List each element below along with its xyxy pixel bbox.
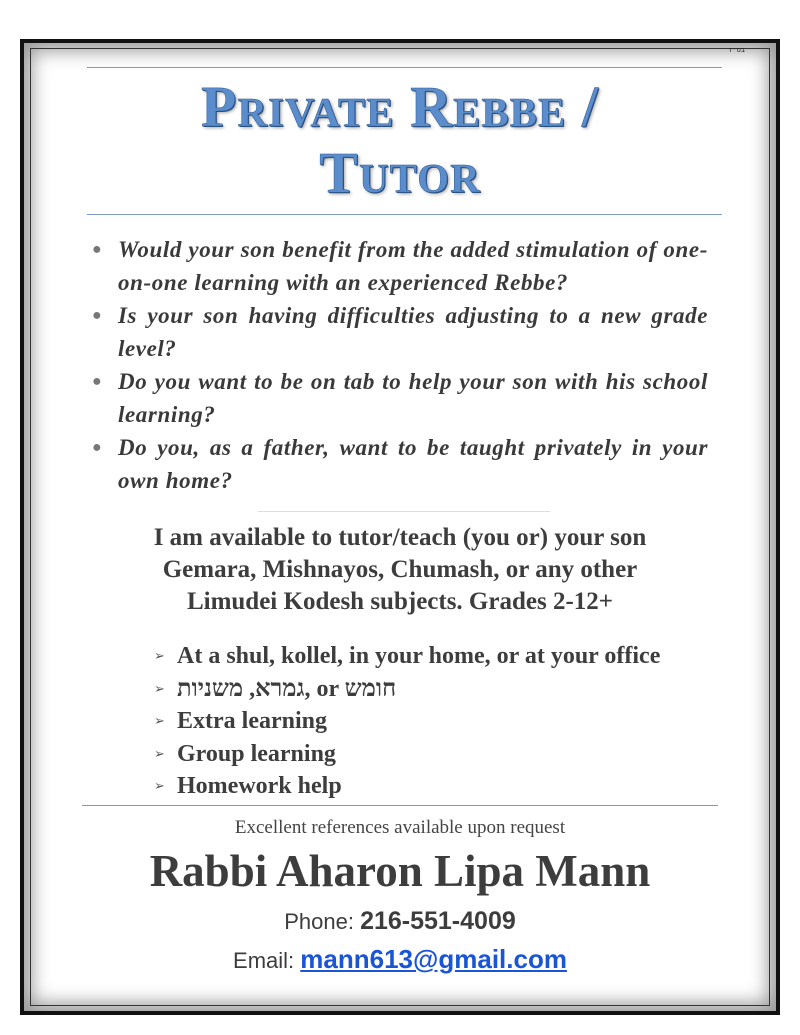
arrow-bullet-icon: ➢ — [154, 746, 165, 762]
option-item — [152, 640, 660, 673]
title-bottom-rule — [87, 214, 722, 215]
question-text: Do you want to be on tab to help your son with his school learning? — [118, 369, 708, 427]
title-line-2: Tutor — [319, 140, 481, 205]
email-label: Email: — [233, 948, 301, 973]
option-text: Extra learning — [177, 708, 327, 734]
bullet-icon: ● — [92, 373, 103, 390]
question-item — [88, 300, 708, 365]
question-text: Would your son benefit from the added stimulation of one-on-one learning with an experienced Rebbe? — [118, 237, 708, 295]
phone-line — [0, 907, 800, 936]
option-item — [152, 770, 660, 803]
availability-line-3: Limudei Kodesh subjects. Grades 2-12+ — [186, 588, 614, 615]
arrow-bullet-icon: ➢ — [154, 714, 165, 729]
question-item — [88, 366, 708, 431]
option-item — [152, 705, 660, 738]
availability-line-1: I am available to tutor/teach (you or) your son — [153, 524, 647, 551]
option-text: Group learning — [177, 740, 336, 767]
option-text: גמרא, משניות, or חומש — [177, 675, 397, 702]
option-text: Homework help — [177, 773, 342, 799]
title-line-1: Private Rebbe / — [201, 74, 599, 139]
phone-label: Phone: — [284, 909, 361, 934]
bullet-icon: ● — [92, 307, 103, 324]
option-list — [152, 640, 660, 803]
question-item — [88, 432, 708, 497]
availability-line-2: Gemara, Mishnayos, Chumash, or any other — [162, 556, 638, 583]
option-text: At a shul, kollel, in your home, or at your office — [177, 643, 661, 669]
bullet-icon: ● — [92, 439, 103, 456]
arrow-bullet-icon: ➢ — [154, 681, 165, 697]
arrow-bullet-icon: ➢ — [154, 779, 165, 794]
question-item — [88, 234, 708, 299]
title-top-rule — [87, 67, 722, 68]
phone-number: 216-551-4009 — [360, 907, 516, 935]
references-note: Excellent references available upon request — [234, 817, 566, 838]
option-item — [152, 738, 660, 771]
email-line — [0, 944, 800, 975]
bullet-icon: ● — [92, 241, 103, 258]
email-link[interactable]: mann613@gmail.com — [300, 944, 567, 974]
contact-rule — [82, 805, 718, 806]
question-text: Do you, as a father, want to be taught privately in your own home? — [118, 435, 708, 493]
contact-name: Rabbi Aharon Lipa Mann — [149, 846, 651, 896]
option-item — [152, 673, 660, 706]
availability-statement — [90, 522, 710, 618]
header-mark: בס״ד — [728, 46, 745, 54]
arrow-bullet-icon: ➢ — [154, 649, 165, 664]
question-list — [88, 234, 708, 498]
section-divider — [258, 511, 550, 512]
question-text: Is your son having difficulties adjusting to a new grade level? — [118, 303, 708, 361]
